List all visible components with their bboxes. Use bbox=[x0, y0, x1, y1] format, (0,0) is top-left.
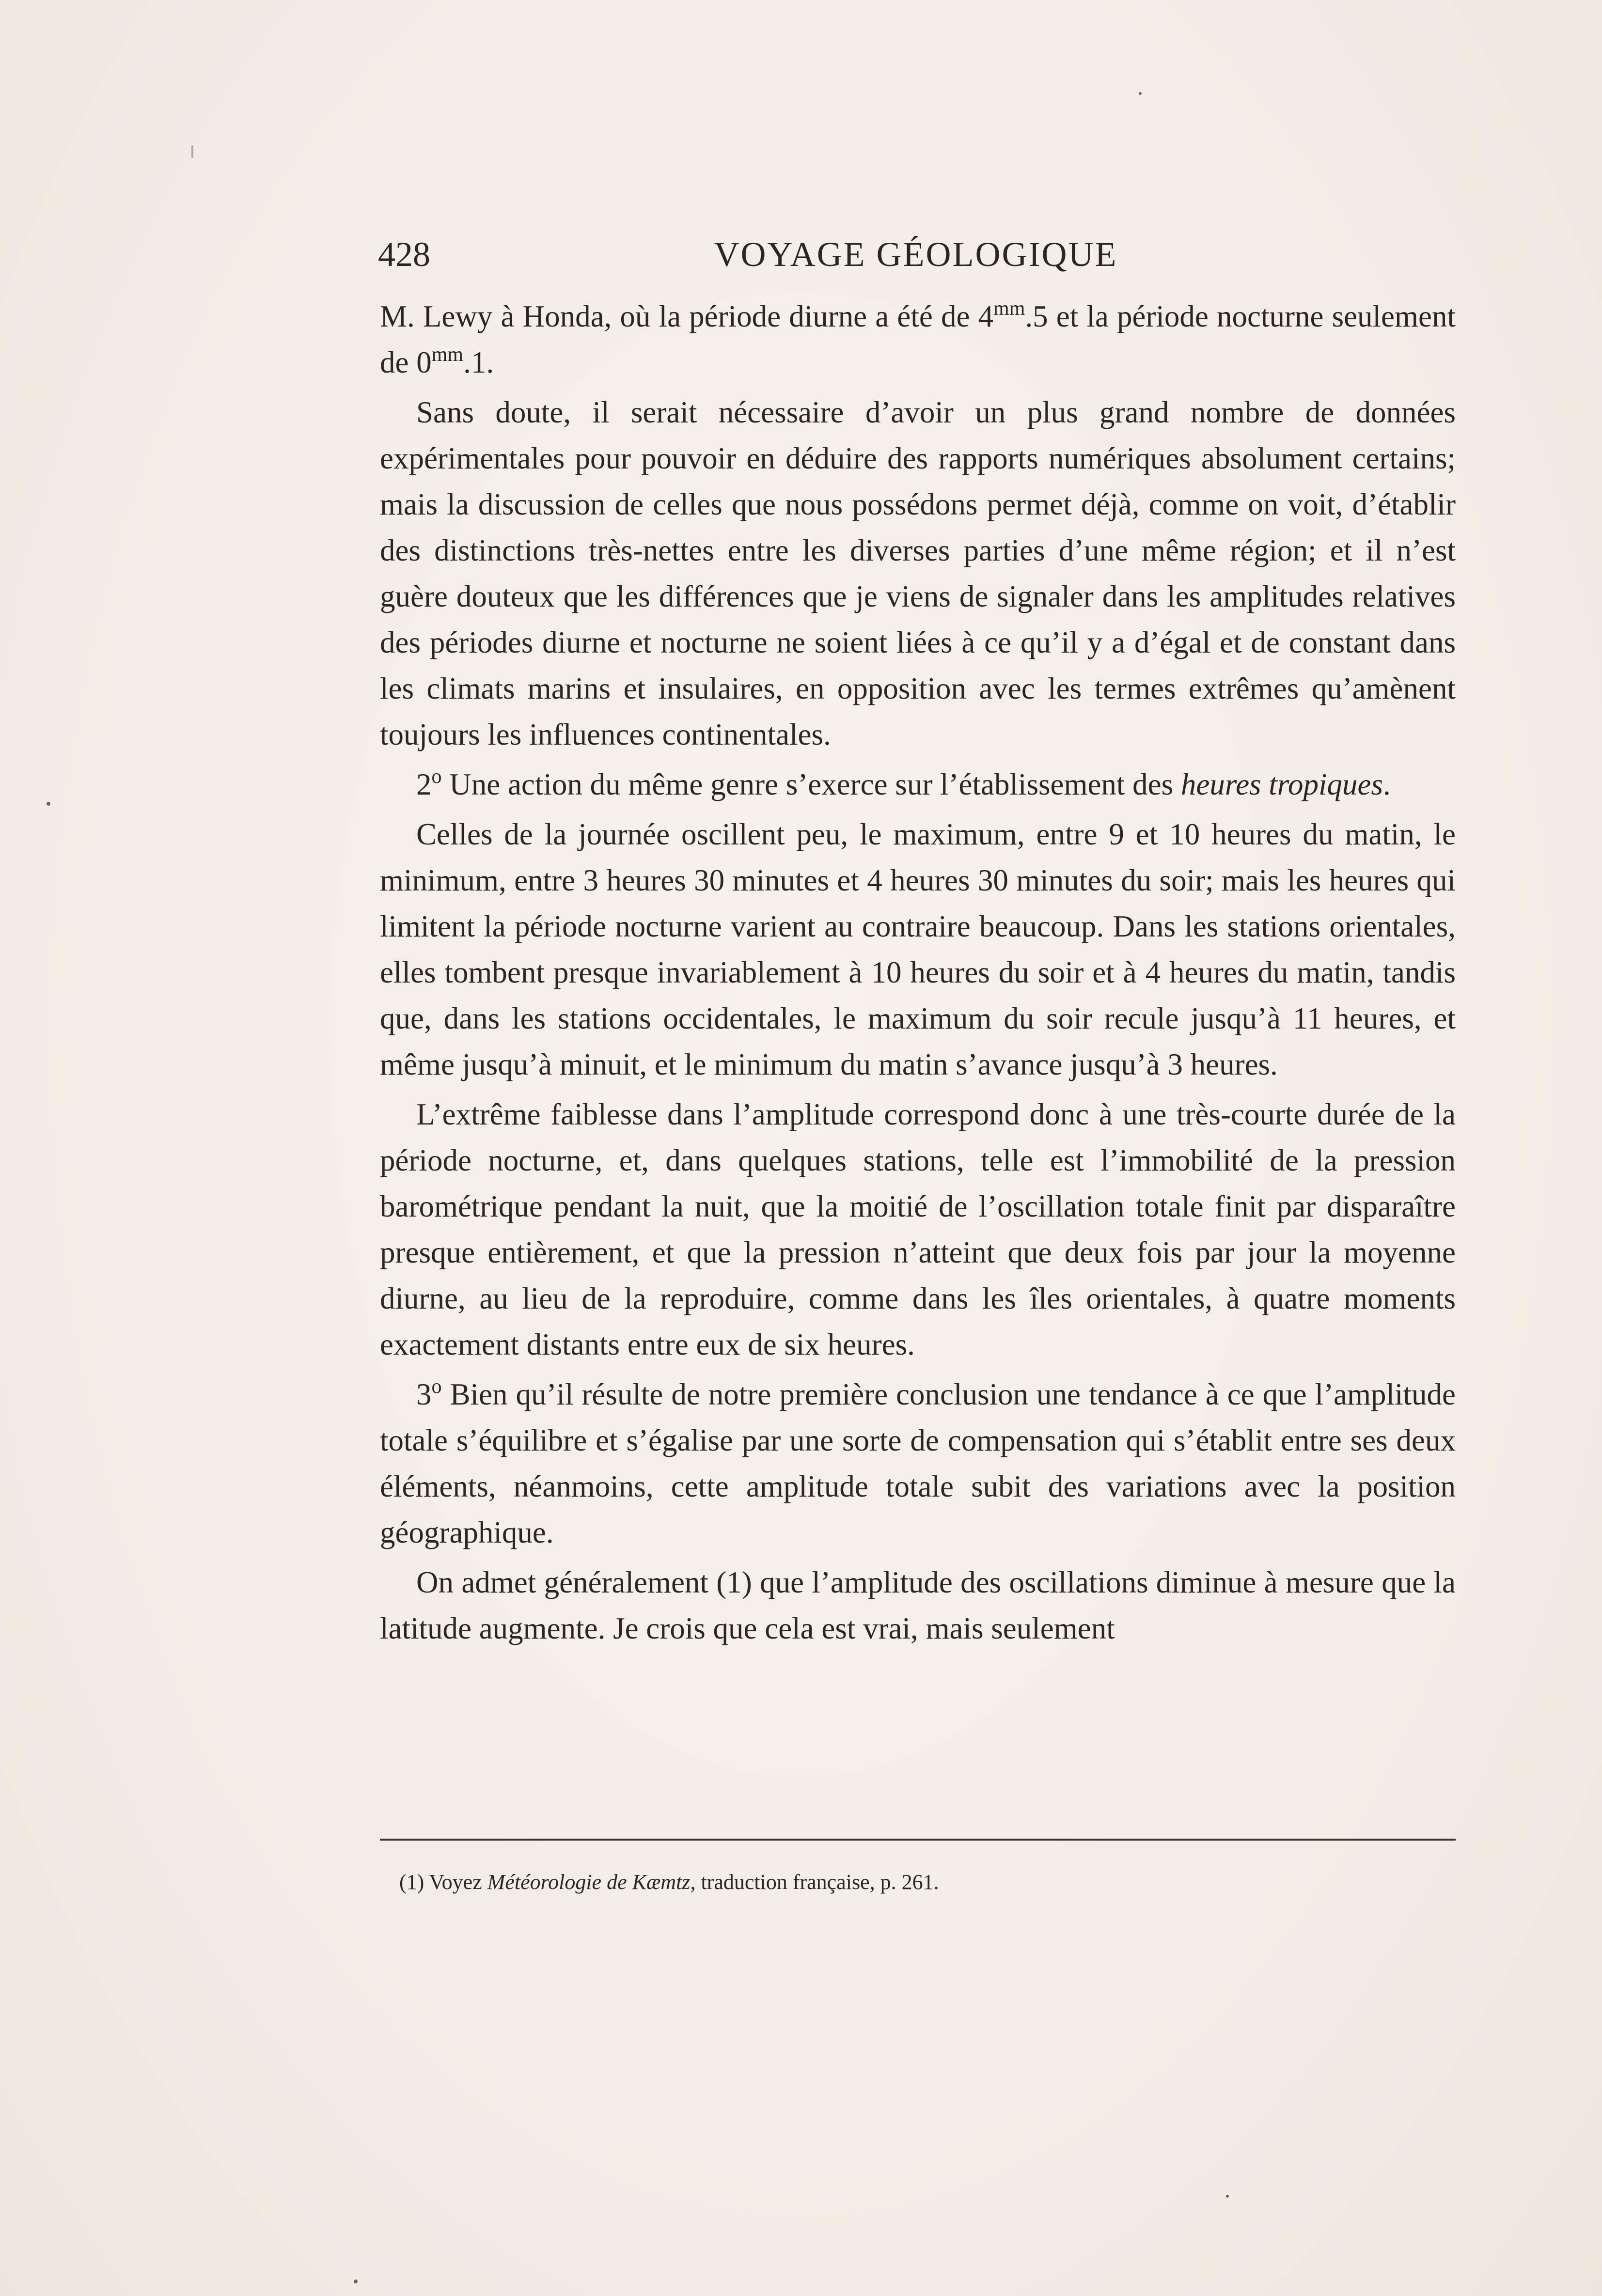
paper-speck bbox=[354, 2280, 358, 2283]
italic-title: Météorologie de Kæmtz bbox=[487, 1870, 691, 1894]
text-span: Bien qu’il résulte de notre première conclusion une tendance à ce que l’amplitude totale s’équilibre et s’égalise par une sorte de compensation qui s’établit entre ses deux éléments, néanmoins, cette amplitude totale subit des variations avec la position géographique. bbox=[380, 1377, 1456, 1549]
text-span: M. Lewy à Honda, où la période diurne a été de 4 bbox=[380, 299, 994, 333]
text-span: .1. bbox=[463, 345, 494, 379]
text-span: 3 bbox=[416, 1377, 432, 1411]
paragraph-3 bbox=[380, 762, 1456, 808]
paper-speck bbox=[47, 802, 50, 806]
body-text bbox=[380, 294, 1456, 1652]
italic-term: heures tropiques bbox=[1180, 767, 1383, 801]
paragraph-6 bbox=[380, 1372, 1456, 1556]
page-number: 428 bbox=[378, 235, 430, 274]
unit-superscript: mm bbox=[993, 297, 1025, 320]
ordinal-superscript: o bbox=[431, 765, 442, 788]
paragraph-5: L’extrême faiblesse dans l’amplitude correspond donc à une très-courte durée de la période nocturne, et, dans quelques stations, telle est l’immobilité de la pression barométrique pendant la nuit, que la moitié de l’oscillation totale finit par disparaître presque entièrement, et que la pression n’atteint que deux fois par jour la moyenne diurne, au lieu de la reproduire, comme dans les îles orientales, à quatre moments exactement distants entre eux de six heures. bbox=[380, 1097, 1456, 1361]
text-span: 2 bbox=[416, 767, 432, 801]
paragraph-4: Celles de la journée oscillent peu, le maximum, entre 9 et 10 heures du matin, le minimum, entre 3 heures 30 minutes et 4 heures 30 minutes du soir; mais les heures qui limitent la période nocturne varient au contraire beaucoup. Dans les stations orientales, elles tombent presque invariablement à 10 heures du soir et à 4 heures du matin, tandis que, dans les stations occidentales, le maximum du soir recule jusqu’à 11 heures, et même jusqu’à minuit, et le minimum du matin s’avance jusqu’à 3 heures. bbox=[380, 817, 1456, 1081]
paper-speck bbox=[191, 145, 193, 158]
footnote-divider bbox=[380, 1839, 1456, 1841]
paper-speck bbox=[1226, 2195, 1229, 2198]
footnote bbox=[399, 1865, 1456, 1899]
paragraph-7: On admet généralement (1) que l’amplitude des oscillations diminue à mesure que la latitude augmente. Je crois que cela est vrai, mais seulement bbox=[380, 1565, 1456, 1645]
text-span: Une action du même genre s’exerce sur l’établissement des bbox=[441, 767, 1181, 801]
text-span: , traduction française, p. 261. bbox=[690, 1870, 939, 1894]
paragraph-1 bbox=[380, 294, 1456, 386]
text-span: .5 et la période nocturne seulement de 0 bbox=[380, 299, 1456, 379]
running-title: VOYAGE GÉOLOGIQUE bbox=[714, 235, 1118, 274]
text-span: (1) Voyez bbox=[399, 1870, 487, 1894]
page-header bbox=[378, 228, 1454, 281]
text-span: . bbox=[1382, 767, 1391, 801]
paper-speck bbox=[1139, 92, 1142, 95]
paragraph-2: Sans doute, il serait nécessaire d’avoir un plus grand nombre de données expérimentales pour pouvoir en déduire des rapports numériques absolument certains; mais la discussion de celles que nous possédons permet déjà, comme on voit, d’établir des distinctions très-nettes entre les diverses parties d’une même région; et il n’est guère douteux que les différences que je viens de signaler dans les amplitudes relatives des périodes diurne et nocturne ne soient liées à ce qu’il y a d’égal et de constant dans les climats marins et insulaires, en opposition avec les termes extrêmes qu’amènent toujours les influences continentales. bbox=[380, 395, 1456, 751]
ordinal-superscript: o bbox=[431, 1375, 442, 1398]
unit-superscript: mm bbox=[431, 344, 464, 366]
